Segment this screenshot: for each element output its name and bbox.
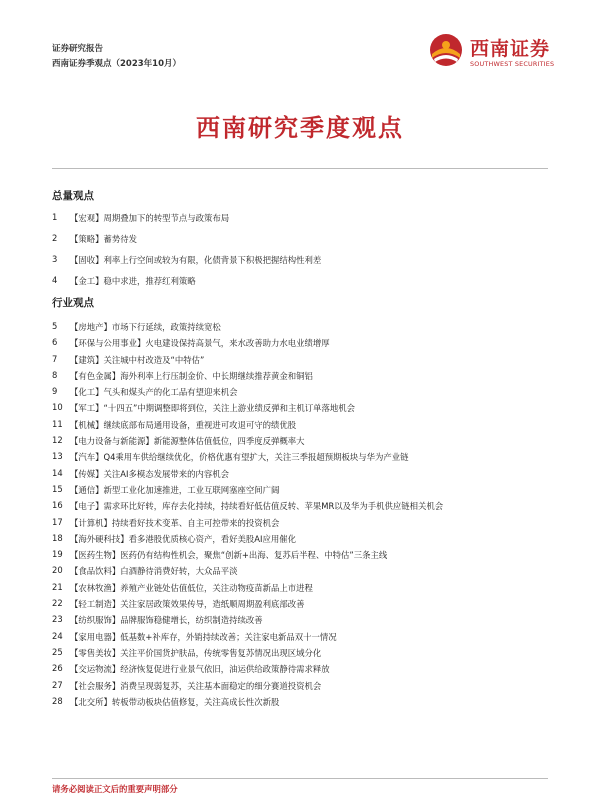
list-item[interactable] — [52, 693, 548, 711]
item-text: 【汽车】Q4乘用车供给继续优化，价格优惠有望扩大，关注三季报超预期板块与华为产业链 — [70, 452, 409, 463]
list-item[interactable] — [52, 611, 548, 629]
logo-name-cn: 西南证券 — [470, 38, 551, 60]
report-series-label: 西南证券季观点（2023年10月） — [52, 59, 181, 69]
list-item[interactable] — [52, 514, 548, 532]
item-number: 6 — [52, 337, 58, 348]
item-text: 【金工】稳中求进，推荐红利策略 — [70, 276, 196, 286]
bottom-divider — [52, 778, 548, 779]
item-text: 【纺织服饰】品牌服饰稳健增长，纺织制造持续改善 — [70, 615, 263, 626]
item-text: 【宏观】周期叠加下的转型节点与政策布局 — [70, 213, 230, 223]
list-item[interactable] — [52, 432, 548, 450]
top-divider — [52, 168, 548, 169]
item-text: 【轻工制造】关注家居政策效果传导，造纸顺周期盈利底部改善 — [70, 599, 305, 610]
list-item[interactable] — [52, 230, 548, 248]
item-number: 20 — [52, 565, 63, 576]
item-number: 5 — [52, 321, 58, 331]
item-number: 24 — [52, 630, 63, 641]
item-number: 18 — [52, 532, 63, 543]
item-number: 27 — [52, 679, 63, 690]
list-item[interactable] — [52, 579, 548, 597]
footer-disclaimer: 请务必阅读正文后的重要声明部分 — [52, 784, 178, 794]
section-title-macro: 总量观点 — [52, 190, 94, 202]
item-text: 【北交所】转板带动板块估值修复，关注高成长性次新股 — [70, 696, 280, 707]
list-item[interactable] — [52, 383, 548, 401]
item-text: 【电子】需求环比好转，库存去化持续，持续看好低估值反转、苹果MR以及华为手机供应链相关机会 — [70, 501, 444, 512]
item-number: 10 — [52, 402, 63, 413]
item-text: 【海外硬科技】看多港股优质核心资产，看好美股AI应用催化 — [70, 533, 296, 544]
item-number: 14 — [52, 467, 63, 478]
item-number: 21 — [52, 581, 63, 592]
item-number: 22 — [52, 598, 63, 609]
item-number: 3 — [52, 254, 58, 264]
list-item[interactable] — [52, 367, 548, 385]
item-number: 1 — [52, 212, 58, 222]
list-item[interactable] — [52, 481, 548, 499]
list-item[interactable] — [52, 530, 548, 548]
list-item[interactable] — [52, 677, 548, 695]
item-number: 19 — [52, 549, 63, 560]
report-header — [52, 42, 181, 72]
item-number: 16 — [52, 500, 63, 511]
item-text: 【有色金属】海外利率上行压制金价、中长期继续推荐黄金和铜铝 — [70, 370, 313, 381]
list-item[interactable] — [52, 497, 548, 515]
item-text: 【家用电器】低基数+补库存，外销持续改善；关注家电新品双十一情况 — [70, 631, 337, 642]
item-number: 9 — [52, 386, 58, 397]
list-item[interactable] — [52, 562, 548, 580]
company-logo — [428, 28, 568, 76]
list-item[interactable] — [52, 272, 548, 290]
item-text: 【传媒】关注AI多模态发展带来的内容机会 — [70, 468, 229, 479]
list-item[interactable] — [52, 628, 548, 646]
list-item[interactable] — [52, 644, 548, 662]
item-text: 【农林牧渔】养殖产业链处估值低位，关注动物疫苗新品上市进程 — [70, 582, 313, 593]
item-text: 【零售美妆】关注平价国货护肤品，传统零售复苏情况出现区域分化 — [70, 647, 322, 658]
list-item[interactable] — [52, 465, 548, 483]
list-item[interactable] — [52, 725, 548, 743]
logo-name-en: SOUTHWEST SECURITIES — [470, 60, 555, 68]
item-number: 11 — [52, 418, 63, 429]
list-item[interactable] — [52, 709, 548, 727]
list-item[interactable] — [52, 351, 548, 369]
page-title: 西南研究季度观点 — [196, 114, 404, 142]
list-item[interactable] — [52, 334, 548, 352]
list-item[interactable] — [52, 546, 548, 564]
list-item[interactable] — [52, 251, 548, 269]
item-number: 17 — [52, 516, 63, 527]
item-text: 【机械】继续底部布局通用设备，重视进可攻退可守的绩优股 — [70, 419, 297, 430]
item-text: 【电力设备与新能源】新能源整体估值低位，四季度反弹概率大 — [70, 436, 305, 447]
list-item[interactable] — [52, 416, 548, 434]
item-text: 【固收】利率上行空间或较为有限，化债背景下积极把握结构性利差 — [70, 255, 322, 265]
list-item[interactable] — [52, 448, 548, 466]
list-item[interactable] — [52, 758, 548, 776]
item-number: 15 — [52, 483, 63, 494]
item-number: 12 — [52, 435, 63, 446]
item-number: 23 — [52, 614, 63, 625]
item-text: 【房地产】市场下行延续，政策持续宽松 — [70, 322, 221, 332]
list-item[interactable] — [52, 595, 548, 613]
item-text: 【社会服务】消费呈现弱复苏，关注基本面稳定的细分赛道投资机会 — [70, 680, 322, 691]
item-text: 【化工】气头和煤头产的化工品有望迎来机会 — [70, 387, 238, 398]
item-text: 【通信】新型工业化加速推进，工业互联网塞座空间广阔 — [70, 484, 280, 495]
item-text: 【策略】蓄势待发 — [70, 234, 137, 244]
item-number: 4 — [52, 275, 58, 285]
list-item[interactable] — [52, 399, 548, 417]
item-text: 【计算机】持续看好技术变革、自主可控带来的投资机会 — [70, 517, 280, 528]
item-text: 【医药生物】医药仍有结构性机会，聚焦“创新+出海、复苏后半程、中特估”三条主线 — [70, 550, 388, 561]
item-text: 【建筑】关注城中村改造及“中特估” — [70, 354, 205, 365]
item-number: 7 — [52, 353, 58, 364]
list-item[interactable] — [52, 742, 548, 760]
item-text: 【交运物流】经济恢复促进行业景气依旧，油运供给政策静待需求释放 — [70, 664, 330, 675]
list-item[interactable] — [52, 660, 548, 678]
report-type-label: 证券研究报告 — [52, 44, 104, 54]
item-number: 13 — [52, 451, 63, 462]
item-text: 【环保与公用事业】火电建设保持高景气，来水改善助力水电业绩增厚 — [70, 338, 330, 349]
list-item[interactable] — [52, 209, 548, 227]
item-number: 2 — [52, 233, 58, 243]
item-number: 26 — [52, 663, 63, 674]
item-text: 【食品饮料】白酒静待消费好转，大众品平淡 — [70, 566, 238, 577]
sun-logo-icon — [428, 32, 464, 68]
item-number: 8 — [52, 369, 58, 380]
item-number: 25 — [52, 646, 63, 657]
item-text: 【军工】“十四五”中期调整即将到位，关注上游业绩反弹和主机订单落地机会 — [70, 403, 356, 414]
section-title-industry: 行业观点 — [52, 297, 94, 309]
item-number: 28 — [52, 695, 63, 706]
